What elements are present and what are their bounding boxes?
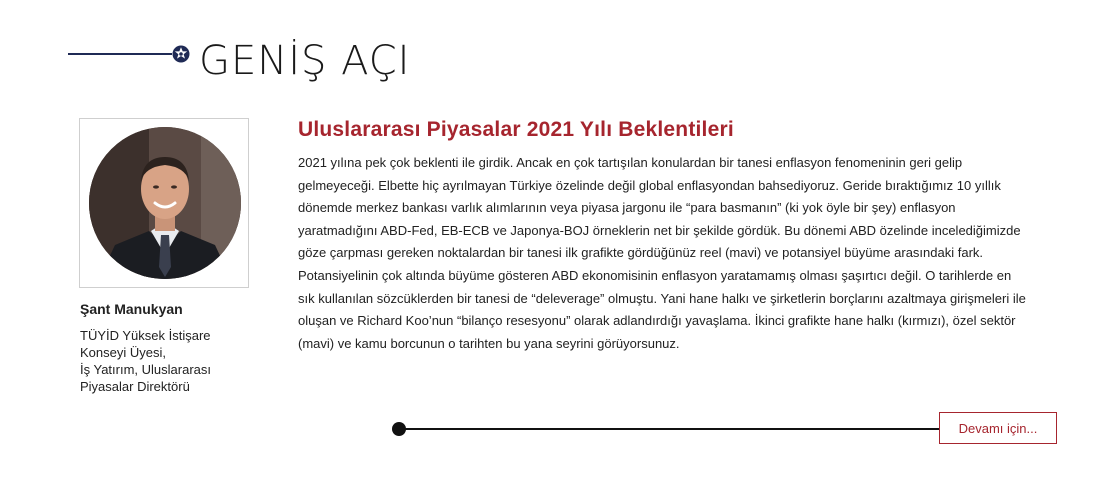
read-more-button[interactable]: Devamı için...	[939, 412, 1057, 444]
author-portrait	[89, 127, 241, 279]
article-paragraph: 2021 yılına pek çok beklenti ile girdik. Ancak en çok tartışılan konulardan bir tanesi enflasyon fenomeninin geri gelip gelmeyeceği. Elbette hiç ayrılmayan Türkiye özelinde değil global enflasyondan bahsediyoruz. Geride bıraktığımız 10 yıllık dönemde merkez bankası varlık alımlarının veya piyasa jargonu ile “para basmanın” (ki yok öyle bir şey) enflasyon yaratmadığını ABD-Fed, EB-ECB ve Japonya-BOJ örneklerin net bir şekilde gördük. Bu dönemi ABD özelinde incelediğimizde göze çarpması gereken noktalardan bir tanesi ilk grafikte gördüğünüz reel (mavi) ve potansiyel büyüme arasındaki fark.	[298, 155, 1021, 261]
header-rule	[68, 53, 172, 55]
author-role-line: TÜYİD Yüksek İstişare	[80, 328, 211, 343]
article-paragraph: Potansiyelinin çok altında büyüme gösteren ABD ekonomisinin enflasyon yaratamamış olması şaşırtıcı değil. O tarihlerde en sık kullanılan sözcüklerden bir tanesi de “deleverage” olmuştu. Yani hane halkı ve şirketlerin borçlarını azaltmaya girişmeleri ile oluşan ve Richard Koo’nun “bilanço resesyonu” olarak adlandırdığı yavaşlama. İkinci grafikte hane halkı (kırmızı), özel sektör (mavi) ve kamu borcunun o tarihten bu yana seyrini görüyorsunuz.	[298, 267, 1026, 351]
author-name: Şant Manukyan	[80, 301, 183, 317]
author-role-line: Konseyi Üyesi,	[80, 345, 166, 360]
author-role-line: Piyasalar Direktörü	[80, 379, 190, 394]
footer-rule	[404, 428, 940, 430]
article-body	[298, 152, 1028, 355]
author-role-line: İş Yatırım, Uluslararası	[80, 362, 211, 377]
author-photo-frame	[79, 118, 249, 288]
author-role	[80, 327, 211, 395]
section-title: GENİŞ AÇI	[199, 38, 411, 84]
article-title: Uluslararası Piyasalar 2021 Yılı Beklentileri	[298, 118, 734, 141]
star-badge-icon	[171, 44, 191, 64]
